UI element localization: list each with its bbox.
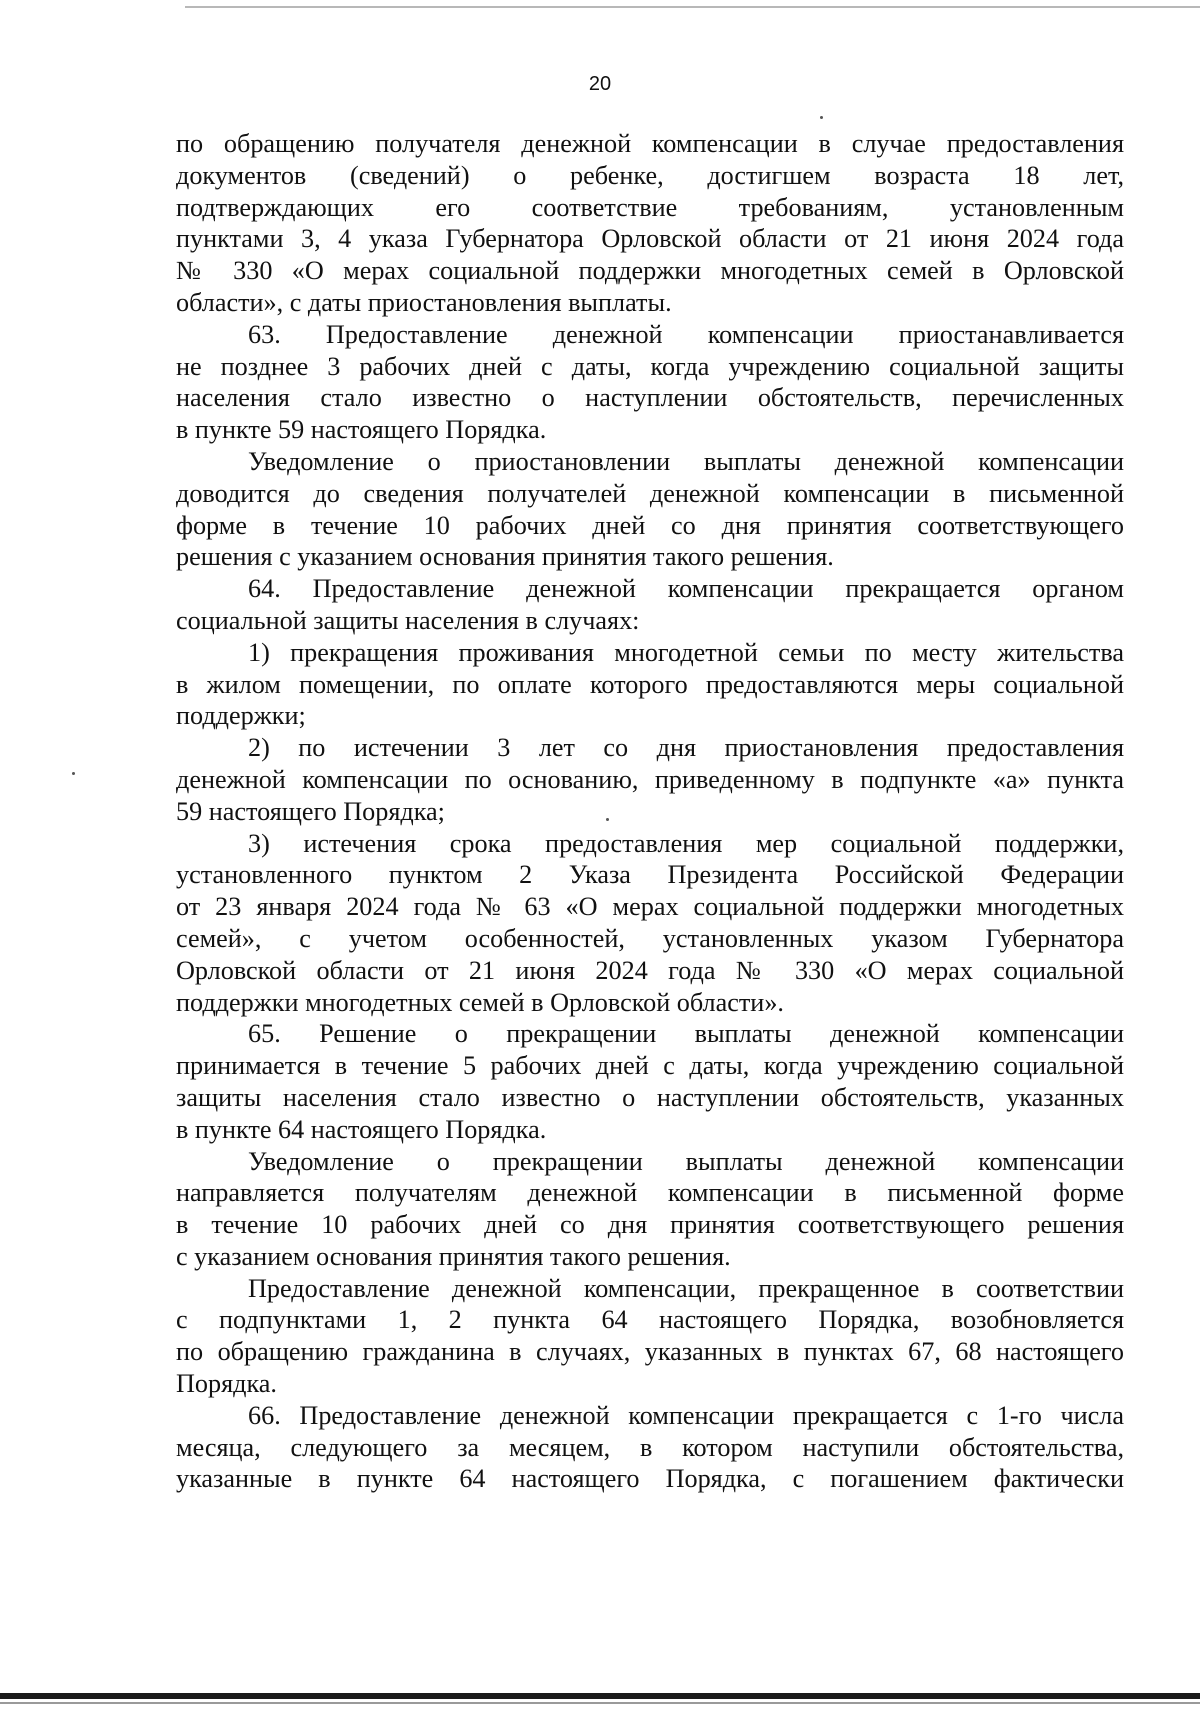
paragraph-line: области», с даты приостановления выплаты. [176,287,672,317]
paragraph-line: Предоставление денежной компенсации, прекращенное в соответствии [248,1273,1124,1303]
paragraph-line: семей», с учетом особенностей, установленных указом Губернатора [176,923,1124,953]
paragraph-line: решения с указанием основания принятия такого решения. [176,542,834,572]
paragraph-line: поддержки; [176,701,306,731]
paragraph [176,1146,1124,1273]
scan-speck [72,772,75,775]
paragraph-line: Порядка. [176,1369,277,1399]
paragraph-line: денежной компенсации по основанию, приведенному в подпункте «а» пункта [176,764,1124,794]
paragraph-line: в течение 10 рабочих дней со дня принятия соответствующего решения [176,1210,1124,1240]
paragraph-line: 63. Предоставление денежной компенсации приостанавливается [248,319,1124,349]
paragraph-line: форме в течение 10 рабочих дней со дня принятия соответствующего [176,510,1124,540]
paragraph [176,1400,1124,1495]
paragraph [176,1273,1124,1400]
paragraph-line: Орловской области от 21 июня 2024 года № 330 «О мерах социальной [176,955,1124,985]
paragraph-line: 65. Решение о прекращении выплаты денежной компенсации [248,1019,1124,1049]
paragraph-line: в жилом помещении, по оплате которого предоставляются меры социальной [176,669,1124,699]
paragraph-line: 59 настоящего Порядка; [176,796,445,826]
paragraph [176,637,1124,732]
paragraph-line: защиты населения стало известно о наступлении обстоятельств, указанных [176,1082,1124,1112]
paragraph-line: № 330 «О мерах социальной поддержки многодетных семей в Орловской [176,256,1124,286]
paragraph-line: социальной защиты населения в случаях: [176,605,640,635]
paragraph-line: 66. Предоставление денежной компенсации прекращается с 1-го числа [248,1400,1124,1430]
paragraph [176,828,1124,1019]
paragraph-line: направляется получателям денежной компенсации в письменной форме [176,1178,1124,1208]
paragraph [176,573,1124,637]
paragraph-line: в пункте 59 настоящего Порядка. [176,415,547,445]
paragraph [176,1018,1124,1145]
paragraph-line: по обращению получателя денежной компенсации в случае предоставления [176,129,1124,158]
paragraph-line: поддержки многодетных семей в Орловской области». [176,987,784,1017]
paragraph-line: Уведомление о приостановлении выплаты денежной компенсации [248,446,1124,476]
paragraph-line: не позднее 3 рабочих дней с даты, когда учреждению социальной защиты [176,351,1124,381]
paragraph [176,446,1124,573]
scan-top-edge [185,6,1200,8]
paragraph-line: в пункте 64 настоящего Порядка. [176,1114,547,1144]
paragraph-line: 64. Предоставление денежной компенсации прекращается органом [248,574,1124,604]
paragraph [176,732,1124,827]
paragraph-line: месяца, следующего за месяцем, в котором наступили обстоятельства, [176,1432,1124,1462]
paragraph-line: населения стало известно о наступлении обстоятельств, перечисленных [176,383,1124,413]
paragraph-line: с подпунктами 1, 2 пункта 64 настоящего Порядка, возобновляется [176,1305,1124,1335]
scan-bottom-edge-shadow [0,1702,1200,1704]
paragraph-line: подтверждающих его соответствие требованиям, установленным [176,192,1124,222]
paragraph-line: 1) прекращения проживания многодетной семьи по месту жительства [248,637,1124,667]
paragraph-line: установленного пунктом 2 Указа Президента Российской Федерации [176,860,1124,890]
paragraph-line: 2) по истечении 3 лет со дня приостановления предоставления [248,733,1124,763]
paragraph-line: по обращению гражданина в случаях, указанных в пунктах 67, 68 настоящего [176,1337,1124,1367]
paragraph-line: от 23 января 2024 года № 63 «О мерах социальной поддержки многодетных [176,892,1124,922]
page-number: 20 [588,73,612,95]
paragraph-line: Уведомление о прекращении выплаты денежной компенсации [248,1146,1124,1176]
scan-speck [820,116,823,119]
paragraph-line: пунктами 3, 4 указа Губернатора Орловской области от 21 июня 2024 года [176,224,1124,254]
paragraph [176,319,1124,446]
paragraph-line: с указанием основания принятия такого решения. [176,1241,731,1271]
paragraph-line: 3) истечения срока предоставления мер социальной поддержки, [248,828,1124,858]
paragraph-line: доводится до сведения получателей денежной компенсации в письменной [176,478,1124,508]
paragraph-line: принимается в течение 5 рабочих дней с даты, когда учреждению социальной [176,1051,1124,1081]
document-body [176,128,1124,1495]
paragraph [176,128,1124,319]
scan-bottom-edge [0,1693,1200,1699]
paragraph-line: документов (сведений) о ребенке, достигшем возраста 18 лет, [176,160,1124,190]
paragraph-line: указанные в пункте 64 настоящего Порядка, с погашением фактически [176,1464,1124,1494]
